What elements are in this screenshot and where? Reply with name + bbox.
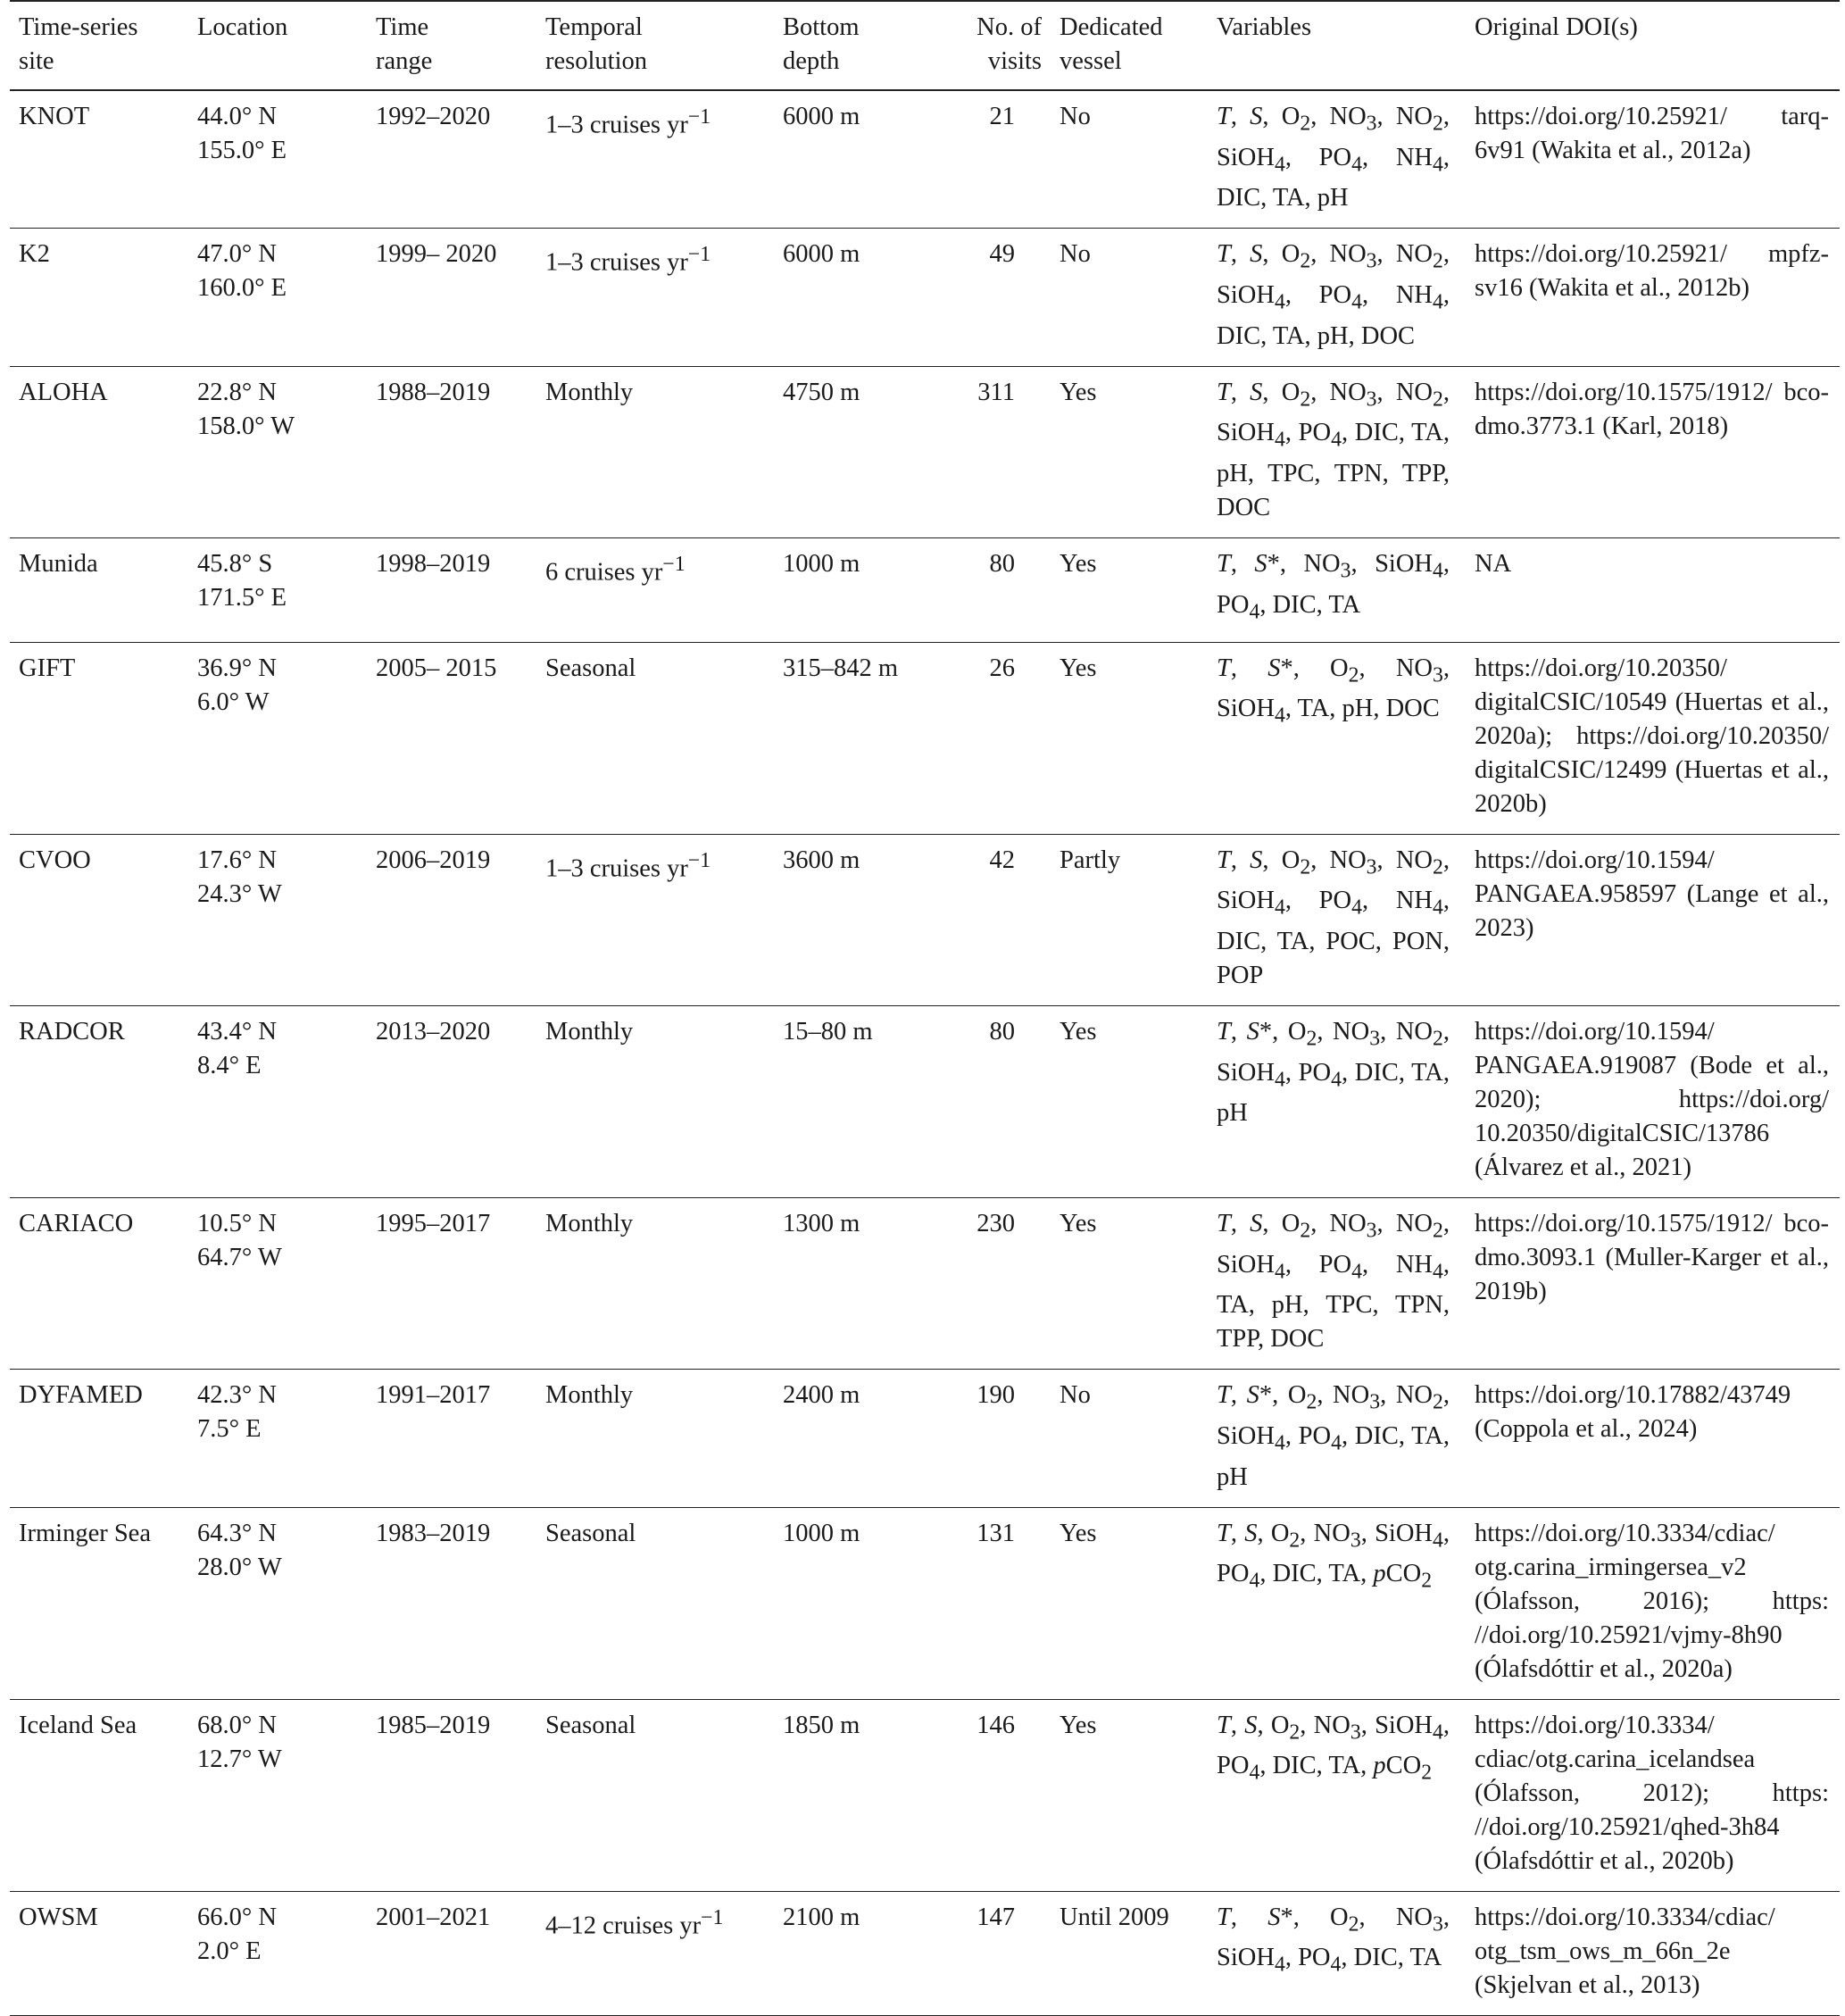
bottom-depth: 2400 m bbox=[774, 1370, 924, 1507]
time-range: 1992–2020 bbox=[367, 90, 536, 229]
table-row bbox=[10, 834, 1840, 1005]
latitude: 17.6° N bbox=[197, 846, 277, 874]
longitude: 24.3° W bbox=[197, 879, 282, 908]
table-row bbox=[10, 538, 1840, 642]
location bbox=[188, 538, 367, 642]
temporal-resolution: 6 cruises $yr^{-1}$ bbox=[536, 538, 774, 642]
longitude: 171.5° E bbox=[197, 584, 287, 612]
dedicated-vessel: Until 2009 bbox=[1051, 1891, 1208, 2015]
longitude: 12.7° W bbox=[197, 1745, 282, 1773]
longitude: 155.0° E bbox=[197, 137, 287, 164]
variables: T, S*, $O_2$, $NO_3$, $NO_2$, SiOH$_4$, $PO_4$, DIC, TA, pH bbox=[1208, 1005, 1466, 1197]
table-body bbox=[10, 90, 1840, 2015]
location bbox=[188, 642, 367, 834]
table-row bbox=[10, 1891, 1840, 2015]
site-name: Munida bbox=[10, 538, 188, 642]
table-row bbox=[10, 366, 1840, 537]
doi-reference: https://doi.org/10.1575/1912/ bco-dmo.3773.1 (Karl, 2018) bbox=[1466, 366, 1840, 537]
temporal-resolution: Seasonal bbox=[536, 642, 774, 834]
time-range: 1998–2019 bbox=[367, 538, 536, 642]
location bbox=[188, 90, 367, 229]
variables: T, S, $O_2$, $NO_3$, $NO_2$, SiOH$_4$, $PO_4$, $NH_4$, DIC, TA, pH bbox=[1208, 90, 1466, 229]
visits-count: 147 bbox=[924, 1891, 1051, 2015]
bottom-depth: 4750 m bbox=[774, 366, 924, 537]
location bbox=[188, 1699, 367, 1891]
time-range: 1995–2017 bbox=[367, 1197, 536, 1369]
temporal-resolution: Monthly bbox=[536, 1197, 774, 1369]
longitude: 28.0° W bbox=[197, 1553, 282, 1581]
table-row bbox=[10, 1005, 1840, 1197]
variables: T, S, $O_2$, $NO_3$, $NO_2$, SiOH$_4$, $PO_4$, $NH_4$, DIC, TA, pH, DOC bbox=[1208, 229, 1466, 366]
bottom-depth: 315–842 m bbox=[774, 642, 924, 834]
location bbox=[188, 366, 367, 537]
temporal-resolution: 1–3 cruises $yr^{-1}$ bbox=[536, 229, 774, 366]
location bbox=[188, 1197, 367, 1369]
doi-reference: https://doi.org/10.25921/ tarq-6v91 (Wakita et al., 2012a) bbox=[1466, 90, 1840, 229]
visits-count: 190 bbox=[924, 1370, 1051, 1507]
latitude: 22.8° N bbox=[197, 378, 277, 406]
location bbox=[188, 1507, 367, 1699]
temporal-resolution: Monthly bbox=[536, 1005, 774, 1197]
table-row bbox=[10, 1197, 1840, 1369]
visits-count: 49 bbox=[924, 229, 1051, 366]
dedicated-vessel: Yes bbox=[1051, 1005, 1208, 1197]
time-range: 2013–2020 bbox=[367, 1005, 536, 1197]
latitude: 66.0° N bbox=[197, 1903, 277, 1931]
visits-count: 230 bbox=[924, 1197, 1051, 1369]
header-location: Location bbox=[188, 1, 367, 90]
bottom-depth: 15–80 m bbox=[774, 1005, 924, 1197]
longitude: 7.5° E bbox=[197, 1415, 262, 1444]
variables: T, S*, $O_2$, $NO_3$, $NO_2$, SiOH$_4$, $PO_4$, DIC, TA, pH bbox=[1208, 1370, 1466, 1507]
variables: T, S, $O_2$, $NO_3$, $NO_2$, SiOH$_4$, $PO_4$, DIC, TA, pH, TPC, TPN, TPP, DOC bbox=[1208, 366, 1466, 537]
variables: T, S, $O_2$, $NO_3$, SiOH$_4$, $PO_4$, DIC, TA, pCO$_2$ bbox=[1208, 1507, 1466, 1699]
time-range: 1991–2017 bbox=[367, 1370, 536, 1507]
visits-count: 26 bbox=[924, 642, 1051, 834]
visits-count: 311 bbox=[924, 366, 1051, 537]
visits-count: 131 bbox=[924, 1507, 1051, 1699]
bottom-depth: 1300 m bbox=[774, 1197, 924, 1369]
timeseries-sites-table bbox=[10, 0, 1840, 2016]
temporal-resolution: 4–12 cruises $yr^{-1}$ bbox=[536, 1891, 774, 2015]
doi-reference: https://doi.org/10.17882/43749 (Coppola et al., 2024) bbox=[1466, 1370, 1840, 1507]
temporal-resolution: Seasonal bbox=[536, 1507, 774, 1699]
temporal-resolution: Seasonal bbox=[536, 1699, 774, 1891]
site-name: OWSM bbox=[10, 1891, 188, 2015]
doi-reference: https://doi.org/10.20350/ digitalCSIC/10549 (Huertas et al., 2020a); https://doi.org/10.20350/ digitalCSIC/12499 (Huertas et al., 2020b) bbox=[1466, 642, 1840, 834]
latitude: 36.9° N bbox=[197, 654, 277, 682]
variables: T, S, $O_2$, $NO_3$, $NO_2$, SiOH$_4$, $PO_4$, $NH_4$, DIC, TA, POC, PON, POP bbox=[1208, 834, 1466, 1005]
table-row bbox=[10, 229, 1840, 366]
table-header bbox=[10, 1, 1840, 90]
bottom-depth: 1000 m bbox=[774, 538, 924, 642]
doi-reference: https://doi.org/10.3334/cdiac/ otg.carina_irmingersea_v2 (Ólafsson, 2016); https: //doi.org/10.25921/vjmy-8h90 (Ólafsdóttir et al., 2020a) bbox=[1466, 1507, 1840, 1699]
longitude: 158.0° W bbox=[197, 412, 295, 440]
dedicated-vessel: Yes bbox=[1051, 1699, 1208, 1891]
header-dedicated-vessel: Dedicated vessel bbox=[1051, 1, 1208, 90]
header-row bbox=[10, 1, 1840, 90]
longitude: 64.7° W bbox=[197, 1243, 282, 1271]
variables: T, S*, $NO_3$, SiOH$_4$, $PO_4$, DIC, TA bbox=[1208, 538, 1466, 642]
latitude: 10.5° N bbox=[197, 1209, 277, 1237]
doi-reference: https://doi.org/10.1575/1912/ bco-dmo.3093.1 (Muller-Karger et al., 2019b) bbox=[1466, 1197, 1840, 1369]
site-name: KNOT bbox=[10, 90, 188, 229]
dedicated-vessel: Partly bbox=[1051, 834, 1208, 1005]
location bbox=[188, 1370, 367, 1507]
variables: T, S*, $O_2$, $NO_3$, SiOH$_4$, $PO_4$, DIC, TA bbox=[1208, 1891, 1466, 2015]
site-name: RADCOR bbox=[10, 1005, 188, 1197]
bottom-depth: 1850 m bbox=[774, 1699, 924, 1891]
latitude: 64.3° N bbox=[197, 1519, 277, 1547]
temporal-resolution: Monthly bbox=[536, 366, 774, 537]
bottom-depth: 6000 m bbox=[774, 90, 924, 229]
header-variables: Variables bbox=[1208, 1, 1466, 90]
doi-reference: NA bbox=[1466, 538, 1840, 642]
doi-reference: https://doi.org/10.25921/ mpfz-sv16 (Wakita et al., 2012b) bbox=[1466, 229, 1840, 366]
latitude: 42.3° N bbox=[197, 1381, 277, 1410]
dedicated-vessel: No bbox=[1051, 1370, 1208, 1507]
location bbox=[188, 834, 367, 1005]
time-range: 1999– 2020 bbox=[367, 229, 536, 366]
header-temporal-resolution: Temporal resolution bbox=[536, 1, 774, 90]
temporal-resolution: Monthly bbox=[536, 1370, 774, 1507]
bottom-depth: 2100 m bbox=[774, 1891, 924, 2015]
variables: T, S*, $O_2$, $NO_3$, SiOH$_4$, TA, pH, DOC bbox=[1208, 642, 1466, 834]
table-row bbox=[10, 642, 1840, 834]
dedicated-vessel: Yes bbox=[1051, 366, 1208, 537]
site-name: DYFAMED bbox=[10, 1370, 188, 1507]
latitude: 45.8° S bbox=[197, 550, 273, 579]
dedicated-vessel: Yes bbox=[1051, 1507, 1208, 1699]
table-row bbox=[10, 1507, 1840, 1699]
dedicated-vessel: No bbox=[1051, 229, 1208, 366]
longitude: 2.0° E bbox=[197, 1937, 262, 1965]
header-visits: No. of visits bbox=[924, 1, 1051, 90]
time-range: 2005– 2015 bbox=[367, 642, 536, 834]
temporal-resolution: 1–3 cruises $yr^{-1}$ bbox=[536, 834, 774, 1005]
table-row bbox=[10, 1699, 1840, 1891]
longitude: 8.4° E bbox=[197, 1051, 262, 1079]
location bbox=[188, 1005, 367, 1197]
site-name: CARIACO bbox=[10, 1197, 188, 1369]
visits-count: 80 bbox=[924, 1005, 1051, 1197]
temporal-resolution: 1–3 cruises $yr^{-1}$ bbox=[536, 90, 774, 229]
longitude: 160.0° E bbox=[197, 274, 287, 303]
site-name: Iceland Sea bbox=[10, 1699, 188, 1891]
location bbox=[188, 1891, 367, 2015]
variables: T, S, $O_2$, $NO_3$, SiOH$_4$, $PO_4$, DIC, TA, pCO$_2$ bbox=[1208, 1699, 1466, 1891]
dedicated-vessel: Yes bbox=[1051, 1197, 1208, 1369]
time-range: 1983–2019 bbox=[367, 1507, 536, 1699]
dedicated-vessel: Yes bbox=[1051, 642, 1208, 834]
bottom-depth: 3600 m bbox=[774, 834, 924, 1005]
site-name: Irminger Sea bbox=[10, 1507, 188, 1699]
doi-reference: https://doi.org/10.1594/ PANGAEA.919087 (Bode et al., 2020); https://doi.org/ 10.20350/digitalCSIC/13786 (Álvarez et al., 2021) bbox=[1466, 1005, 1840, 1197]
time-range: 2006–2019 bbox=[367, 834, 536, 1005]
visits-count: 21 bbox=[924, 90, 1051, 229]
header-doi: Original DOI(s) bbox=[1466, 1, 1840, 90]
bottom-depth: 1000 m bbox=[774, 1507, 924, 1699]
latitude: 47.0° N bbox=[197, 240, 277, 269]
doi-reference: https://doi.org/10.1594/ PANGAEA.958597 (Lange et al., 2023) bbox=[1466, 834, 1840, 1005]
dedicated-vessel: Yes bbox=[1051, 538, 1208, 642]
time-range: 2001–2021 bbox=[367, 1891, 536, 2015]
header-bottom-depth: Bottom depth bbox=[774, 1, 924, 90]
dedicated-vessel: No bbox=[1051, 90, 1208, 229]
doi-reference: https://doi.org/10.3334/ cdiac/otg.carina_icelandsea (Ólafsson, 2012); https: //doi.org/10.25921/qhed-3h84 (Ólafsdóttir et al., 2020b) bbox=[1466, 1699, 1840, 1891]
longitude: 6.0° W bbox=[197, 687, 270, 716]
latitude: 68.0° N bbox=[197, 1711, 277, 1739]
table-row bbox=[10, 90, 1840, 229]
doi-reference: https://doi.org/10.3334/cdiac/ otg_tsm_ows_m_66n_2e (Skjelvan et al., 2013) bbox=[1466, 1891, 1840, 2015]
table-row bbox=[10, 1370, 1840, 1507]
time-range: 1988–2019 bbox=[367, 366, 536, 537]
header-time-range: Time range bbox=[367, 1, 536, 90]
latitude: 43.4° N bbox=[197, 1017, 277, 1045]
variables: T, S, $O_2$, $NO_3$, $NO_2$, SiOH$_4$, $PO_4$, $NH_4$, TA, pH, TPC, TPN, TPP, DOC bbox=[1208, 1197, 1466, 1369]
site-name: K2 bbox=[10, 229, 188, 366]
visits-count: 80 bbox=[924, 538, 1051, 642]
site-name: ALOHA bbox=[10, 366, 188, 537]
latitude: 44.0° N bbox=[197, 103, 277, 130]
header-site: Time-series site bbox=[10, 1, 188, 90]
bottom-depth: 6000 m bbox=[774, 229, 924, 366]
visits-count: 42 bbox=[924, 834, 1051, 1005]
time-range: 1985–2019 bbox=[367, 1699, 536, 1891]
location bbox=[188, 229, 367, 366]
site-name: GIFT bbox=[10, 642, 188, 834]
visits-count: 146 bbox=[924, 1699, 1051, 1891]
site-name: CVOO bbox=[10, 834, 188, 1005]
